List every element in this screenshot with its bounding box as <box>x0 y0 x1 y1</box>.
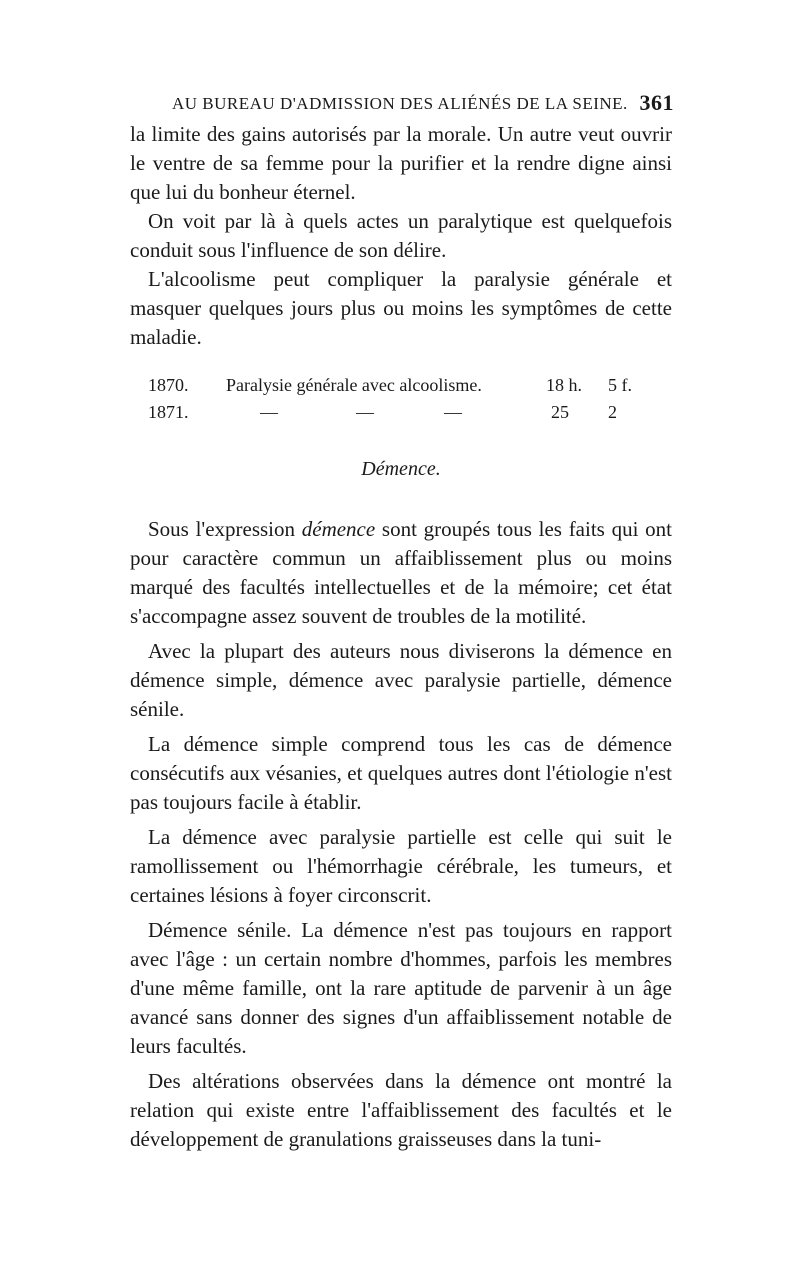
stat-f: 2 <box>608 402 617 422</box>
stat-year: 1871. <box>148 402 189 422</box>
paragraph-division: Avec la plupart des auteurs nous diviserons la démence en démence simple, démence avec paralysie partielle, démence sénile. <box>130 639 672 721</box>
stat-f: 5 f. <box>608 375 632 395</box>
text-run: Sous l'expression <box>148 517 302 541</box>
emphasis-term: démence <box>301 517 376 541</box>
running-head-title: AU BUREAU D'ADMISSION DES ALIÉNÉS DE LA SEINE. <box>172 94 628 113</box>
ditto-dash: — <box>260 402 278 422</box>
paragraph-demence-senile: Démence sénile. La démence n'est pas toujours en rapport avec l'âge : un certain nombre d'hommes, parfois les membres d'une même famille, ont la rare aptitude de parvenir à un âge avancé sans donner des signes d'un affaiblissement notable de leurs facultés. <box>130 918 672 1058</box>
text-run: sont groupés tous les faits qui ont pour caractère commun un affaiblissement plus ou moins marqué des facultés intellectuelles et de la mémoire; cet état s'accompagne assez souvent de troubles de la motilité. <box>130 517 672 628</box>
paragraph-continuation: la limite des gains autorisés par la morale. Un autre veut ouvrir le ventre de sa femme pour la purifier et la rendre digne ainsi que lui du bonheur éternel. <box>130 122 672 204</box>
section-title: Démence. <box>361 458 441 480</box>
running-head <box>130 92 672 120</box>
stat-hours: 25 <box>551 402 569 422</box>
ditto-dash: — <box>356 402 374 422</box>
paragraph-paralysie-partielle: La démence avec paralysie partielle est celle qui suit le ramollissement ou l'hémorrhagie cérébrale, les tumeurs, et certaines lésions à foyer circonscrit. <box>130 825 672 907</box>
paragraph-alcoolisme: L'alcoolisme peut compliquer la paralysie générale et masquer quelques jours plus ou moins les symptômes de cette maladie. <box>130 267 672 349</box>
paragraph-demence-simple: La démence simple comprend tous les cas de démence consécutifs aux vésanies, et quelques autres dont l'étiologie n'est pas toujours facile à établir. <box>130 732 672 814</box>
stat-label: Paralysie générale avec alcoolisme. <box>226 375 482 395</box>
paragraph-paralytique: On voit par là à quels actes un paralytique est quelquefois conduit sous l'influence de son délire. <box>130 209 672 262</box>
stat-hours: 18 h. <box>546 375 582 395</box>
page-number: 361 <box>639 90 674 115</box>
paragraph-definition <box>130 515 672 631</box>
ditto-dash: — <box>444 402 462 422</box>
stat-row-1871 <box>130 399 672 426</box>
book-page <box>130 92 672 1154</box>
statistics-table <box>130 372 672 428</box>
stat-row-1870 <box>130 372 672 399</box>
stat-year: 1870. <box>148 375 189 395</box>
paragraph-alterations: Des altérations observées dans la démence ont montré la relation qui existe entre l'affaiblissement des facultés et le développement de granulations graisseuses dans la tuni- <box>130 1069 672 1151</box>
